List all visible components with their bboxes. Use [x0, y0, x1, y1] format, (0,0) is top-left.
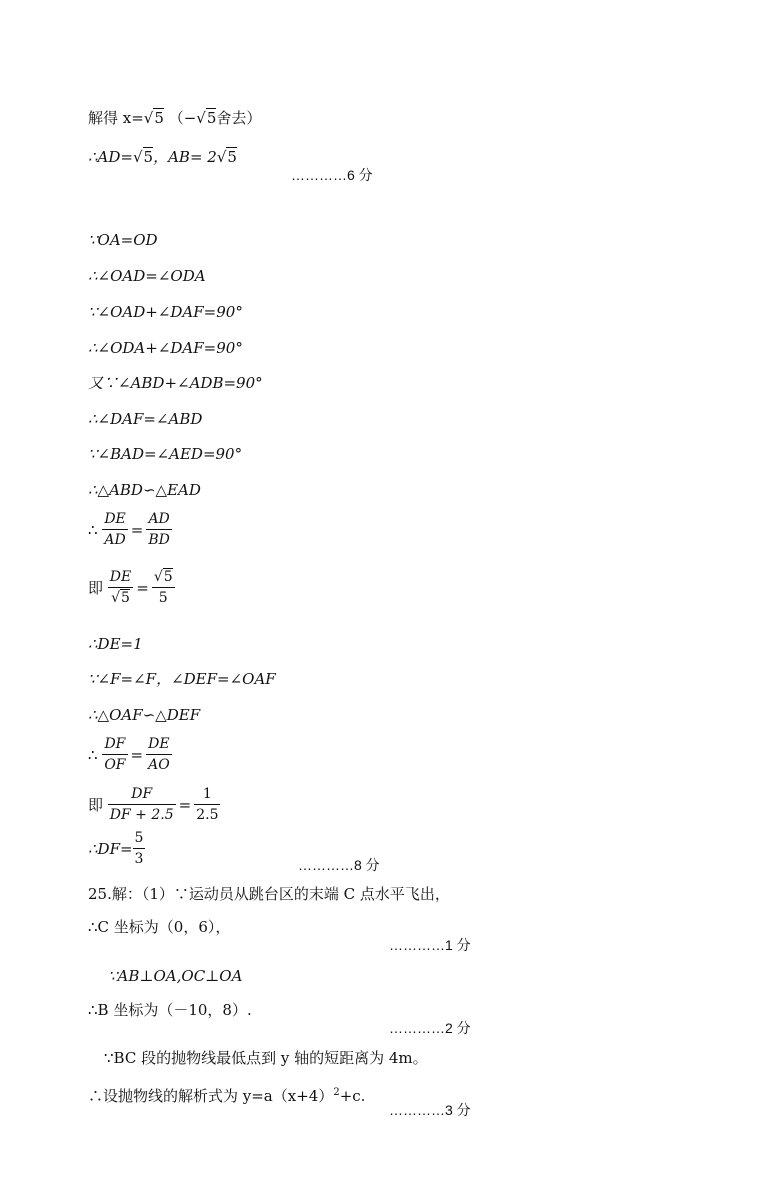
line-ad-ab: [88, 147, 237, 167]
line-de-value: ∴DE=1: [88, 635, 143, 653]
text: 解得 x=: [88, 109, 144, 127]
numerator: [152, 568, 175, 588]
line-b-coord: ∴B 坐标为（－10，8）.: [88, 1001, 252, 1019]
sqrt-sign: √: [143, 109, 154, 127]
numerator: 1: [194, 785, 220, 805]
fraction-df-of: [102, 735, 127, 775]
numerator: DF: [108, 785, 176, 805]
fraction-df-df-plus: [108, 785, 176, 825]
fraction-5-3: [133, 829, 146, 869]
numerator: DE: [102, 510, 127, 530]
superscript: 2: [333, 1087, 340, 1098]
text: ∴DF=: [88, 840, 133, 858]
sqrt-sign: √: [111, 590, 121, 606]
denominator: OF: [104, 757, 126, 773]
numerator: DE: [108, 568, 133, 588]
fraction-de-sqrt5: [108, 568, 133, 608]
line-angle-sum-2: ∴∠ODA+∠DAF=90°: [88, 339, 243, 357]
fraction-de-ad: [102, 510, 127, 550]
score-1: …………1 分: [389, 937, 471, 953]
radicand: 5: [121, 590, 130, 606]
denominator: AO: [148, 757, 170, 773]
text: ∴: [88, 521, 98, 539]
sqrt-sign: √: [132, 148, 143, 166]
equals: =: [178, 796, 192, 814]
denominator: DF + 2.5: [109, 807, 174, 823]
radicand: 5: [206, 109, 217, 127]
text: 即: [88, 579, 104, 597]
score-3: …………3 分: [389, 1102, 471, 1118]
line-q25: 25.解：（1）∵运动员从跳台区的末端 C 点水平飞出，: [88, 885, 450, 903]
numerator: DE: [146, 735, 172, 755]
line-similar-1: ∴△ABD∽△EAD: [88, 481, 201, 499]
line-ratio-4: [88, 785, 220, 825]
line-ratio-2: [88, 568, 175, 608]
text: ∴: [88, 746, 98, 764]
text: 即: [88, 796, 104, 814]
equals: =: [130, 746, 144, 764]
denominator: 5: [158, 590, 168, 606]
numerator: DF: [102, 735, 127, 755]
line-angle-f: ∵∠F=∠F，∠DEF=∠OAF: [88, 670, 276, 688]
fraction-sqrt5-5: [152, 568, 175, 608]
denominator: 3: [134, 851, 144, 867]
numerator: AD: [146, 510, 172, 530]
denominator: AD: [104, 532, 126, 548]
score-6: …………6 分: [291, 167, 373, 183]
text: ∴设抛物线的解析式为 y=a（x+4）: [88, 1087, 334, 1105]
fraction-de-ao: [146, 735, 172, 775]
line-angle-sum-3: 又∵∠ABD+∠ADB=90°: [88, 374, 263, 392]
line-ratio-3: [88, 735, 172, 775]
sqrt-sign: √: [196, 109, 206, 127]
score-2: …………2 分: [389, 1020, 471, 1036]
line-perpendicular: ∵AB⊥OA,OC⊥OA: [108, 967, 243, 985]
denominator: BD: [148, 532, 170, 548]
fraction-ad-bd: [146, 510, 172, 550]
sqrt-sign: √: [153, 569, 163, 585]
line-right-angles: ∵∠BAD=∠AED=90°: [88, 445, 243, 463]
line-df-value: [88, 829, 145, 869]
line-angle-daf: ∴∠DAF=∠ABD: [88, 410, 203, 428]
text: ，AB= 2: [153, 148, 217, 166]
equals: =: [130, 521, 144, 539]
sqrt-sign: √: [216, 148, 227, 166]
equals: =: [136, 579, 149, 597]
text: +c.: [339, 1087, 366, 1105]
line-solve-x: [88, 108, 261, 128]
line-angle-oad: ∴∠OAD=∠ODA: [88, 267, 206, 285]
line-c-coord: ∴C 坐标为（0，6），: [88, 918, 231, 936]
line-similar-2: ∴△OAF∽△DEF: [88, 706, 201, 724]
line-parabola: [88, 1083, 365, 1106]
radicand: 5: [143, 148, 154, 166]
line-angle-sum-1: ∵∠OAD+∠DAF=90°: [88, 303, 243, 321]
text: （−: [168, 109, 197, 127]
denominator: 2.5: [196, 807, 219, 823]
line-lowest-point: ∵BC 段的抛物线最低点到 y 轴的短距离为 4m。: [104, 1049, 428, 1067]
line-oa-od: ∵OA=OD: [88, 231, 158, 249]
fraction-1-2-5: [194, 785, 220, 825]
score-8: …………8 分: [298, 857, 380, 873]
radicand: 5: [163, 569, 173, 585]
text: ∴AD=: [88, 148, 133, 166]
line-ratio-1: [88, 510, 172, 550]
denominator: [108, 588, 133, 608]
text: 舍去）: [216, 109, 262, 127]
radicand: 5: [227, 148, 237, 166]
numerator: 5: [133, 829, 146, 849]
radicand: 5: [154, 109, 164, 127]
